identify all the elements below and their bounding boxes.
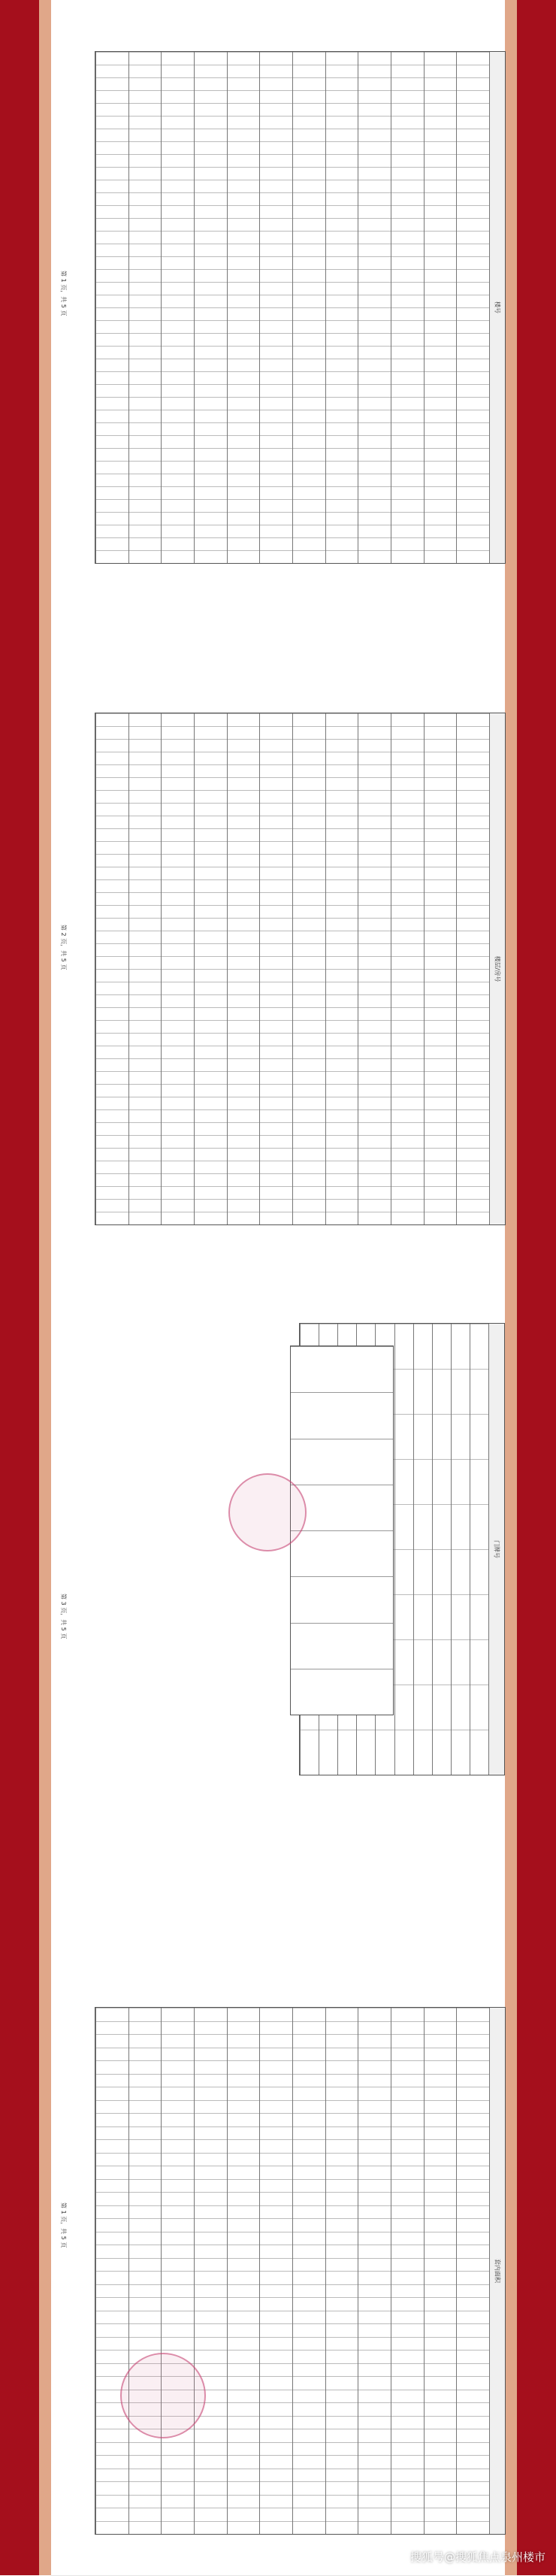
page-number: 第 2 页，共 5 页 bbox=[60, 925, 67, 970]
left-tan-border bbox=[39, 0, 51, 2575]
summary-table bbox=[290, 1346, 394, 1715]
right-red-border bbox=[517, 0, 556, 2575]
table-columns bbox=[95, 2008, 505, 2534]
official-seal bbox=[120, 2353, 206, 2438]
document-page bbox=[51, 1932, 505, 2576]
price-table bbox=[95, 51, 506, 564]
page-number: 第 1 页，共 5 页 bbox=[60, 271, 67, 316]
price-table bbox=[95, 713, 506, 1225]
document-page bbox=[51, 654, 505, 1309]
page-number: 第 1 页，共 5 页 bbox=[60, 2202, 67, 2248]
table-header-cell: 楼层/房号 bbox=[489, 713, 505, 1224]
right-tan-border bbox=[505, 0, 517, 2575]
page-number: 第 3 页，共 5 页 bbox=[60, 1594, 67, 1639]
official-seal bbox=[228, 1473, 307, 1551]
table-columns bbox=[95, 713, 505, 1224]
watermark-text: 搜狐号@搜狐焦点泉州楼市 bbox=[409, 2550, 545, 2564]
price-table bbox=[95, 2007, 506, 2535]
table-header-cell: 套内面积 bbox=[489, 2008, 505, 2534]
table-header-cell: 门牌号 bbox=[488, 1324, 504, 1775]
table-columns bbox=[95, 52, 505, 563]
document-page bbox=[51, 0, 505, 655]
left-red-border bbox=[0, 0, 39, 2575]
table-header-cell: 楼号 bbox=[489, 52, 505, 563]
document-page bbox=[51, 1308, 505, 1933]
